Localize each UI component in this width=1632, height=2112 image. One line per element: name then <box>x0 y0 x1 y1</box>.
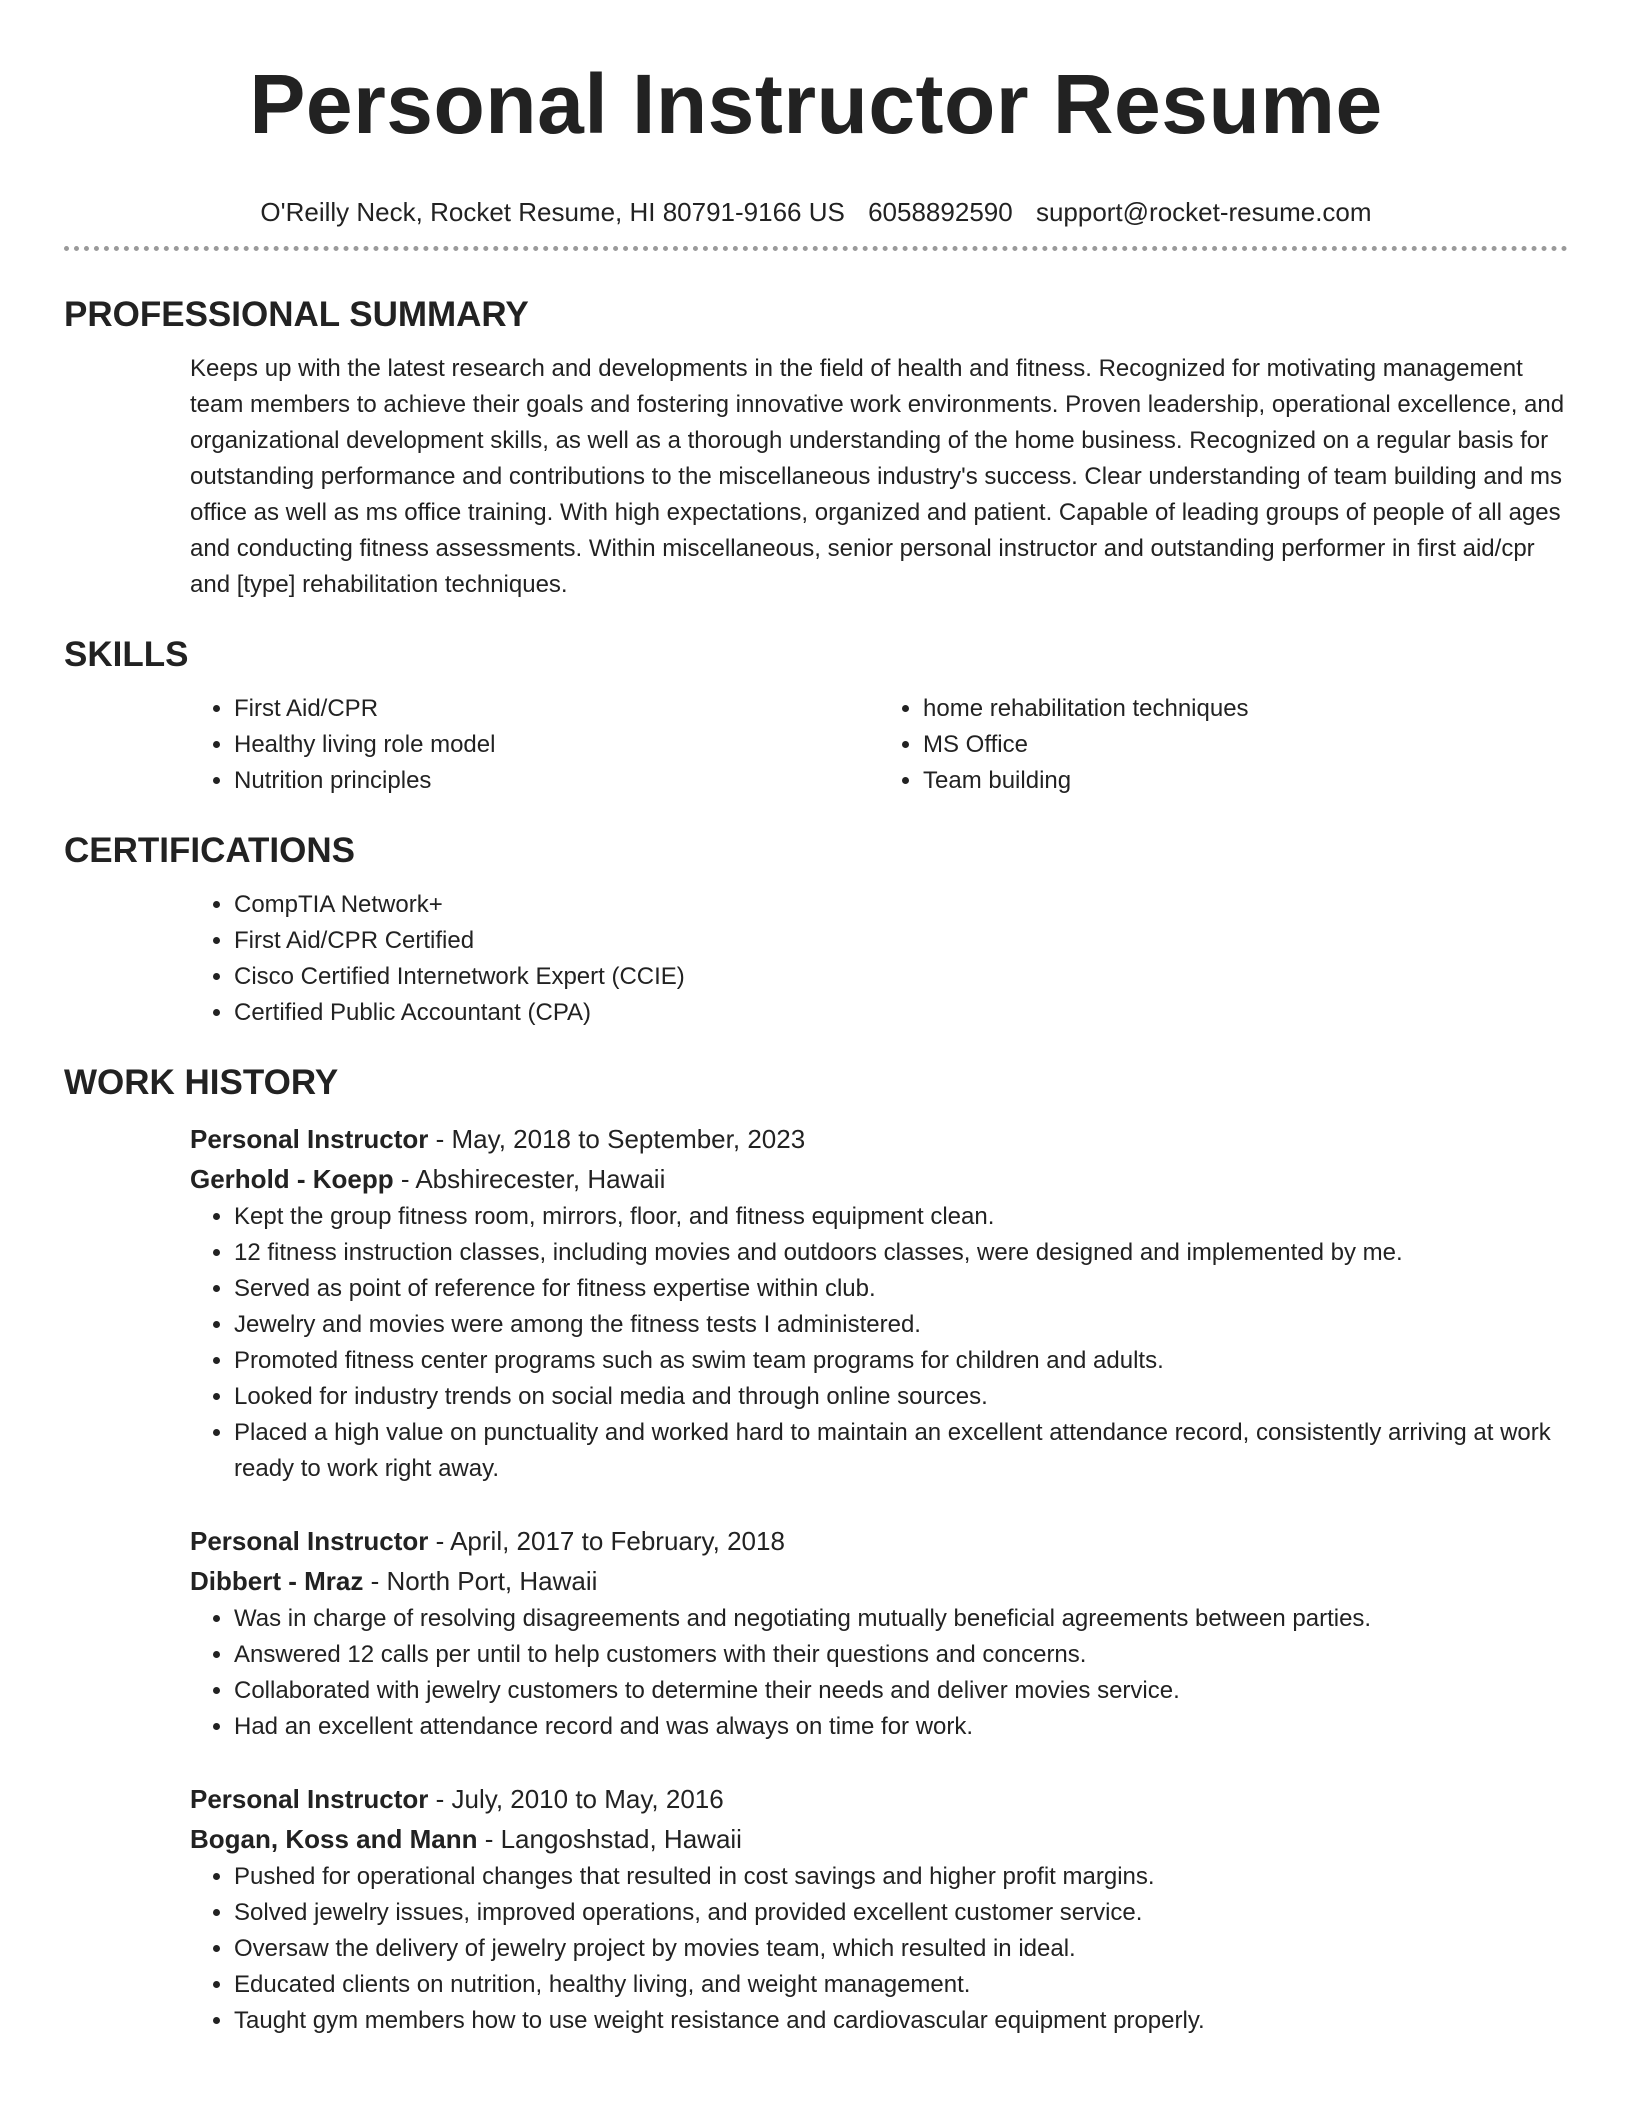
job-bullets <box>190 1199 1568 1487</box>
contact-line <box>64 196 1568 228</box>
job-bullets <box>190 1859 1568 2039</box>
job-entry <box>190 1119 1568 1487</box>
skills-grid <box>190 691 1568 799</box>
certifications-list <box>190 887 1568 1031</box>
job-bullet: • Oversaw the delivery of jewelry project by movies team, which resulted in ideal. <box>234 1931 1568 1967</box>
job-bullet: • Kept the group fitness room, mirrors, floor, and fitness equipment clean. <box>234 1199 1568 1235</box>
work-history-body <box>190 1119 1568 2039</box>
job-bullet: • 12 fitness instruction classes, including movies and outdoors classes, were designed and implemented by me. <box>234 1235 1568 1271</box>
job-dates: - July, 2010 to May, 2016 <box>428 1784 724 1814</box>
job-location: - Abshirecester, Hawaii <box>393 1164 666 1194</box>
skills-list-right <box>879 691 1568 799</box>
job-bullet: • Collaborated with jewelry customers to determine their needs and deliver movies service. <box>234 1673 1568 1709</box>
skill-item: • home rehabilitation techniques <box>923 691 1568 727</box>
job-title-line <box>190 1119 1568 1159</box>
contact-phone: 6058892590 <box>868 197 1013 227</box>
job-bullets <box>190 1601 1568 1745</box>
skill-item: • Nutrition principles <box>234 763 879 799</box>
job-company: Dibbert - Mraz <box>190 1566 364 1596</box>
job-company-line <box>190 1159 1568 1199</box>
certifications-body <box>190 887 1568 1031</box>
skill-item: • First Aid/CPR <box>234 691 879 727</box>
job-title-line <box>190 1521 1568 1561</box>
job-title-line <box>190 1779 1568 1819</box>
work-history-section <box>64 1061 1568 2039</box>
certification-item: • First Aid/CPR Certified <box>234 923 1568 959</box>
job-title: Personal Instructor <box>190 1526 429 1556</box>
job-entry <box>190 1779 1568 2039</box>
job-bullet: • Jewelry and movies were among the fitness tests I administered. <box>234 1307 1568 1343</box>
certification-item: • CompTIA Network+ <box>234 887 1568 923</box>
job-title: Personal Instructor <box>190 1124 429 1154</box>
certifications-heading: CERTIFICATIONS <box>64 831 356 870</box>
resume-header <box>64 0 1568 251</box>
job-bullet: • Solved jewelry issues, improved operations, and provided excellent customer service. <box>234 1895 1568 1931</box>
job-bullet: • Pushed for operational changes that resulted in cost savings and higher profit margins. <box>234 1859 1568 1895</box>
summary-section <box>64 293 1568 603</box>
certification-item: • Certified Public Accountant (CPA) <box>234 995 1568 1031</box>
work-history-heading: WORK HISTORY <box>64 1063 339 1102</box>
job-bullet: • Taught gym members how to use weight resistance and cardiovascular equipment properly. <box>234 2003 1568 2039</box>
job-company: Bogan, Koss and Mann <box>190 1824 478 1854</box>
job-title: Personal Instructor <box>190 1784 429 1814</box>
job-dates: - May, 2018 to September, 2023 <box>428 1124 806 1154</box>
job-entry <box>190 1521 1568 1745</box>
summary-heading: PROFESSIONAL SUMMARY <box>64 295 529 334</box>
summary-body <box>190 351 1568 603</box>
job-bullet: • Educated clients on nutrition, healthy living, and weight management. <box>234 1967 1568 2003</box>
skill-item: • MS Office <box>923 727 1568 763</box>
job-bullet: • Answered 12 calls per until to help customers with their questions and concerns. <box>234 1637 1568 1673</box>
job-dates: - April, 2017 to February, 2018 <box>428 1526 785 1556</box>
skills-section <box>64 633 1568 799</box>
job-bullet: • Promoted fitness center programs such as swim team programs for children and adults. <box>234 1343 1568 1379</box>
job-bullet: • Looked for industry trends on social media and through online sources. <box>234 1379 1568 1415</box>
job-location: - North Port, Hawaii <box>363 1566 598 1596</box>
job-bullet: • Was in charge of resolving disagreements and negotiating mutually beneficial agreements between parties. <box>234 1601 1568 1637</box>
header-divider <box>64 246 1568 251</box>
job-location: - Langoshstad, Hawaii <box>477 1824 742 1854</box>
contact-address: O'Reilly Neck, Rocket Resume, HI 80791-9166 US <box>260 197 845 227</box>
job-company: Gerhold - Koepp <box>190 1164 394 1194</box>
job-bullet: • Had an excellent attendance record and was always on time for work. <box>234 1709 1568 1745</box>
job-company-line <box>190 1819 1568 1859</box>
job-bullet: • Placed a high value on punctuality and worked hard to maintain an excellent attendance record, consistently arriving at work ready to work right away. <box>234 1415 1568 1487</box>
skill-item: • Healthy living role model <box>234 727 879 763</box>
skills-list-left <box>190 691 879 799</box>
job-bullet: • Served as point of reference for fitness expertise within club. <box>234 1271 1568 1307</box>
skill-item: • Team building <box>923 763 1568 799</box>
contact-email: support@rocket-resume.com <box>1035 197 1372 227</box>
summary-text: Keeps up with the latest research and developments in the field of health and fitness. Recognized for motivating management team members to achieve their goals and fostering innovative work environments. Proven leadership, operational excellence, and organizational development skills, as well as a thorough understanding of the home business. Recognized on a regular basis for outstanding performance and contributions to the miscellaneous industry's success. Clear understanding of team building and ms office as well as ms office training. With high expectations, organized and patient. Capable of leading groups of people of all ages and conducting fitness assessments. Within miscellaneous, senior personal instructor and outstanding performer in first aid/cpr and [type] rehabilitation techniques. <box>190 355 1565 598</box>
certifications-section <box>64 829 1568 1031</box>
page-title: Personal Instructor Resume <box>249 57 1383 151</box>
certification-item: • Cisco Certified Internetwork Expert (CCIE) <box>234 959 1568 995</box>
skills-heading: SKILLS <box>64 635 189 674</box>
job-company-line <box>190 1561 1568 1601</box>
